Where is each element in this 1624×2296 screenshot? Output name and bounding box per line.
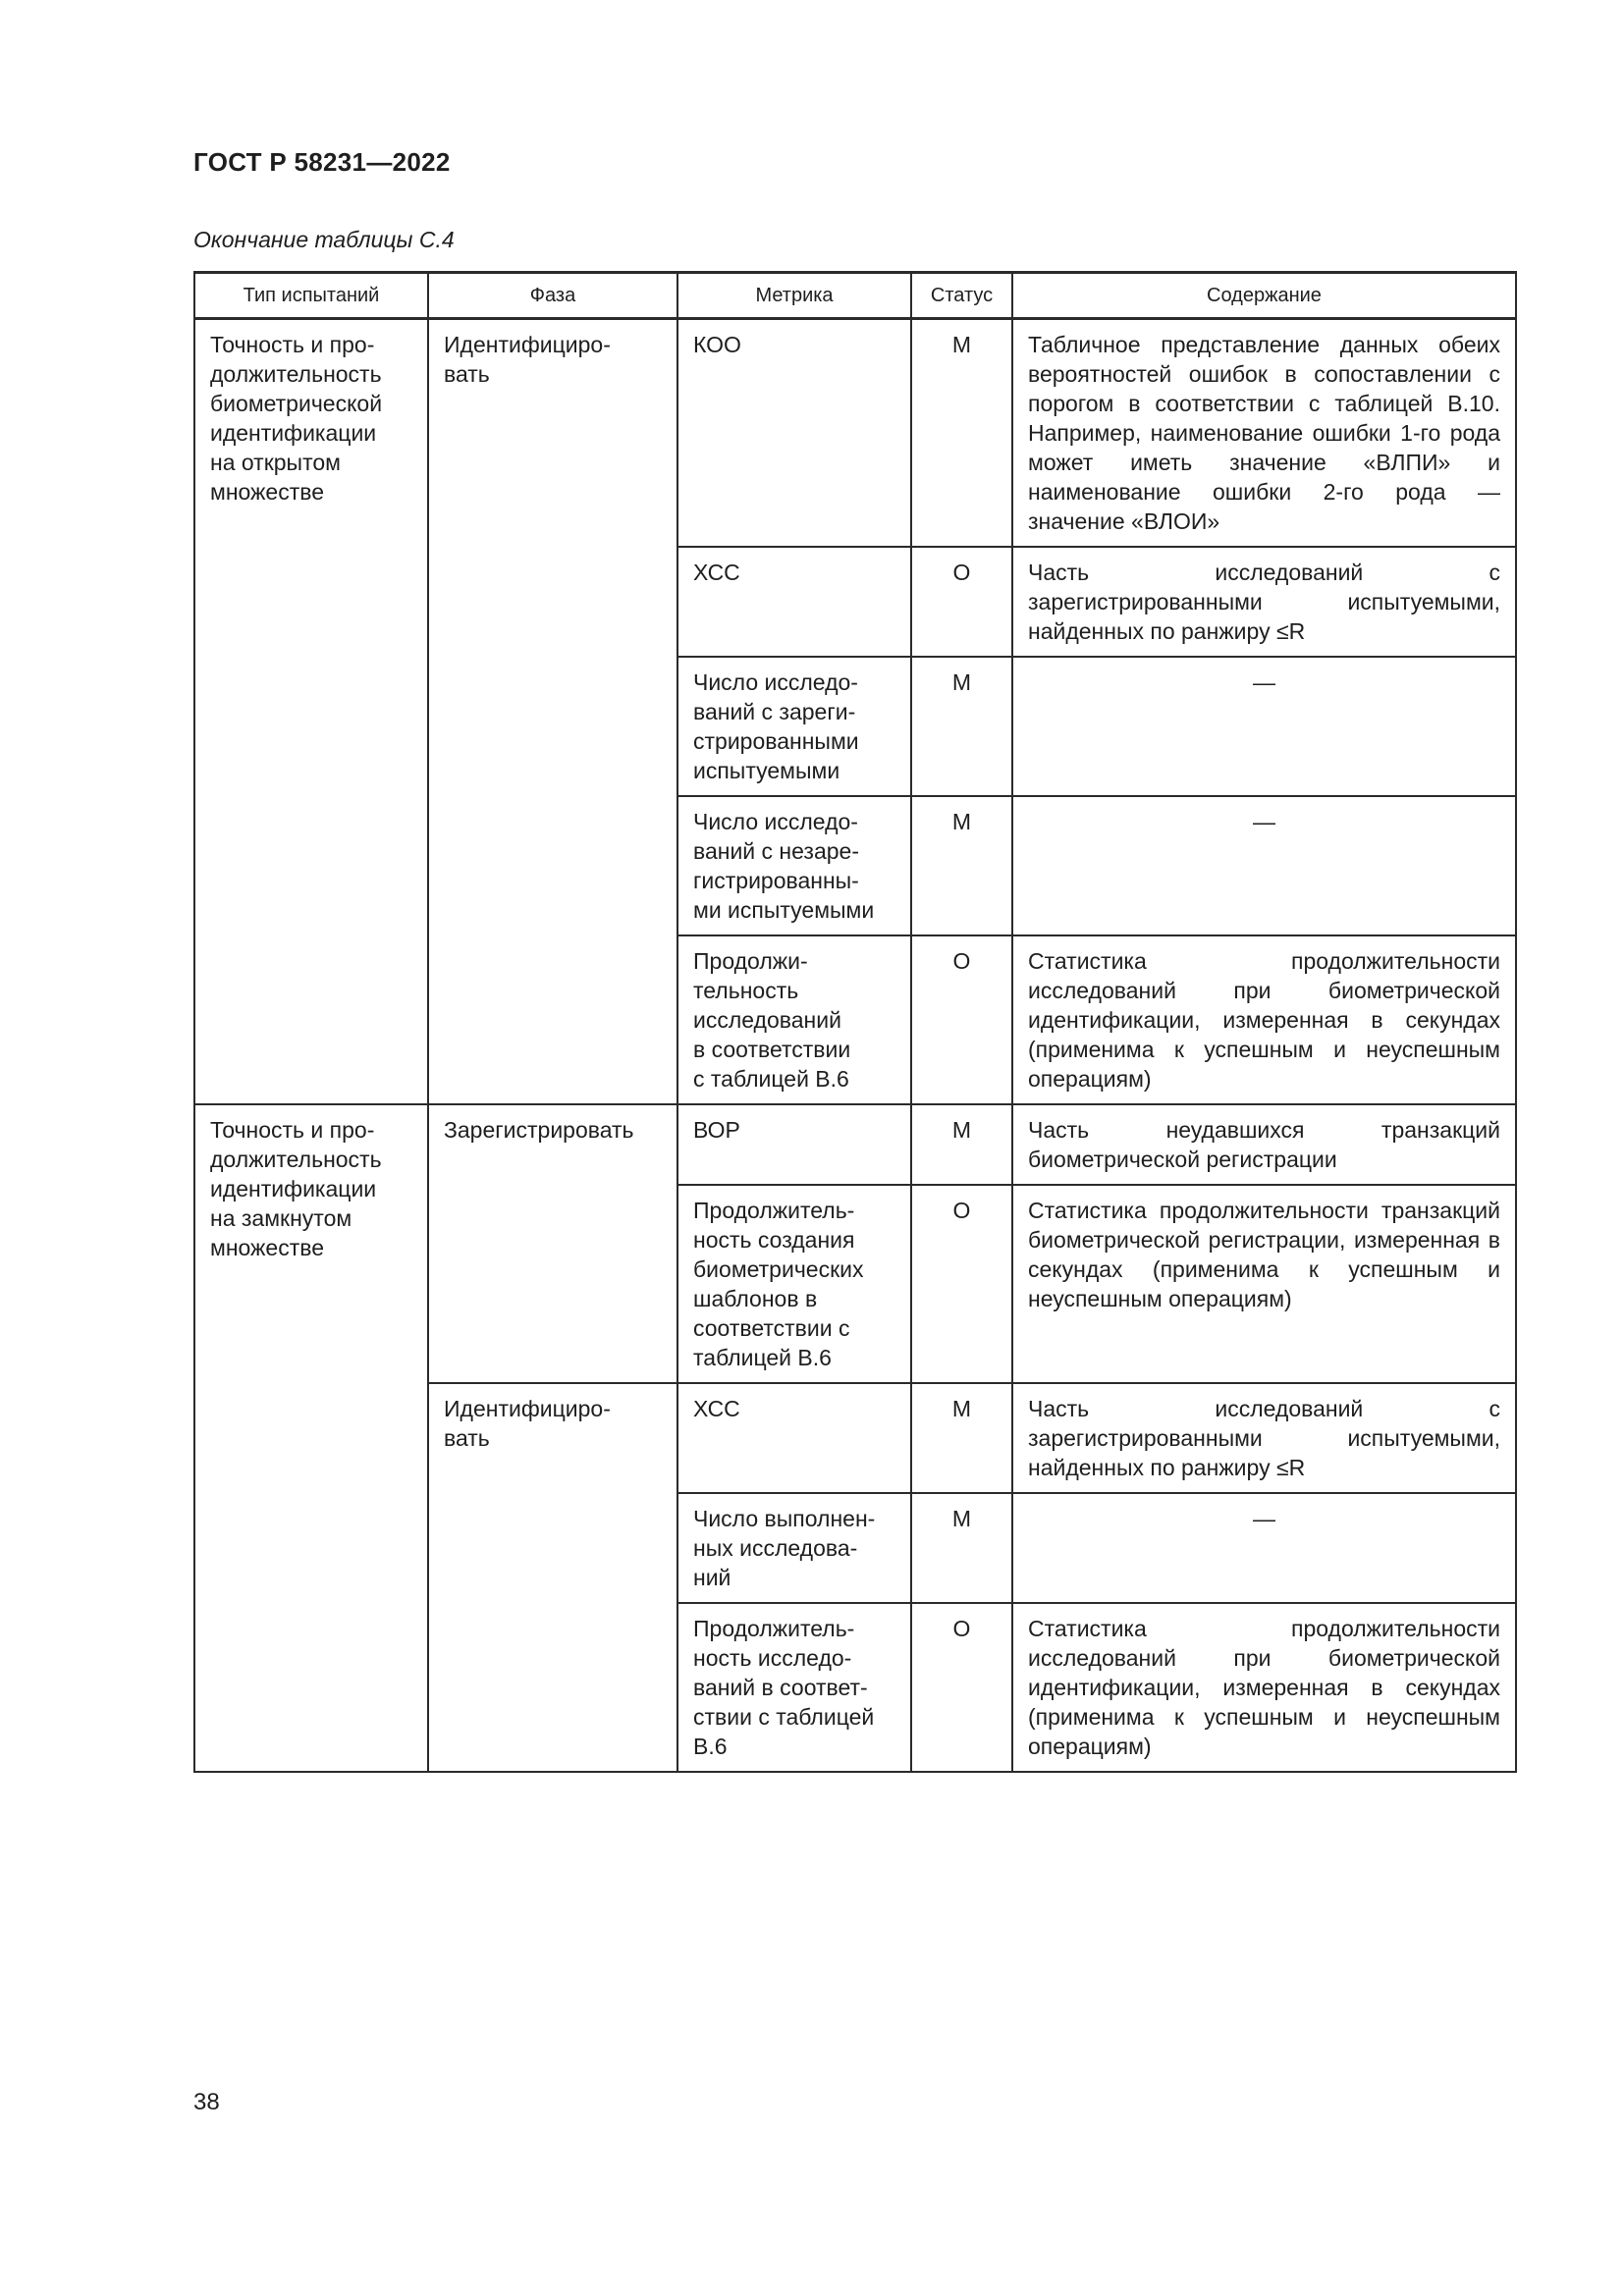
metric-cell: Число выполнен- ных исследова- ний (677, 1493, 911, 1603)
phase-cell: Зарегистрировать (428, 1104, 677, 1383)
content-cell: Часть исследований с зарегистрированными испытуемыми, найденных по ранжиру ≤R (1012, 1383, 1516, 1493)
column-header-content: Содержание (1012, 273, 1516, 319)
status-cell: О (911, 935, 1012, 1104)
content-cell: Статистика продолжительности транзакций биометрической регистрации, измеренная в секундах (применима к успешным и неуспешным операциям) (1012, 1185, 1516, 1383)
metric-cell: ХСС (677, 547, 911, 657)
status-cell: О (911, 1603, 1012, 1772)
content-cell: Статистика продолжительности исследований при биометрической идентификации, измеренная в секундах (применима к успешным и неуспешным операциям) (1012, 1603, 1516, 1772)
status-cell: О (911, 547, 1012, 657)
metric-cell: Продолжитель- ность исследо- ваний в соответ- ствии с таблицей В.6 (677, 1603, 911, 1772)
metric-cell: Продолжитель- ность создания биометрических шаблонов в соответствии с таблицей В.6 (677, 1185, 911, 1383)
status-cell: М (911, 657, 1012, 796)
status-cell: М (911, 319, 1012, 548)
column-header-test-type: Тип испытаний (194, 273, 428, 319)
content-cell: Часть неудавшихся транзакций биометрической регистрации (1012, 1104, 1516, 1185)
content-cell: — (1012, 796, 1516, 935)
test-type-cell: Точность и про- должительность биометрической идентификации на открытом множестве (194, 319, 428, 1105)
column-header-phase: Фаза (428, 273, 677, 319)
content-cell: Часть исследований с зарегистрированными испытуемыми, найденных по ранжиру ≤R (1012, 547, 1516, 657)
metric-cell: Число исследо- ваний с зареги- стрированными испытуемыми (677, 657, 911, 796)
metric-cell: ВОР (677, 1104, 911, 1185)
metric-cell: Число исследо- ваний с незаре- гистрированны- ми испытуемыми (677, 796, 911, 935)
content-cell: — (1012, 1493, 1516, 1603)
table-row (194, 1104, 1516, 1185)
metric-cell: ХСС (677, 1383, 911, 1493)
phase-cell: Идентифициро- вать (428, 1383, 677, 1772)
content-cell: Статистика продолжительности исследований при биометрической идентификации, измеренная в секундах (применима к успешным и неуспешным операциям) (1012, 935, 1516, 1104)
content-cell: — (1012, 657, 1516, 796)
document-code: ГОСТ Р 58231—2022 (193, 147, 451, 177)
column-header-status: Статус (911, 273, 1012, 319)
status-cell: М (911, 1493, 1012, 1603)
metric-cell: КОО (677, 319, 911, 548)
page-number: 38 (193, 2089, 220, 2115)
metric-cell: Продолжи- тельность исследований в соответствии с таблицей В.6 (677, 935, 911, 1104)
table-caption: Окончание таблицы С.4 (193, 227, 455, 252)
phase-cell: Идентифициро- вать (428, 319, 677, 1105)
test-type-cell: Точность и про- должительность идентификации на замкнутом множестве (194, 1104, 428, 1772)
table-header-row (194, 273, 1516, 319)
status-cell: М (911, 1104, 1012, 1185)
metrics-table (193, 271, 1517, 1773)
status-cell: М (911, 1383, 1012, 1493)
status-cell: О (911, 1185, 1012, 1383)
status-cell: М (911, 796, 1012, 935)
table-row (194, 319, 1516, 548)
column-header-metric: Метрика (677, 273, 911, 319)
content-cell: Табличное представление данных обеих вероятностей ошибок в сопоставлении с порогом в соответствии с таблицей В.10. Например, наименование ошибки 1-го рода может иметь значение «ВЛПИ» и наименование ошибки 2-го рода — значение «ВЛОИ» (1012, 319, 1516, 548)
